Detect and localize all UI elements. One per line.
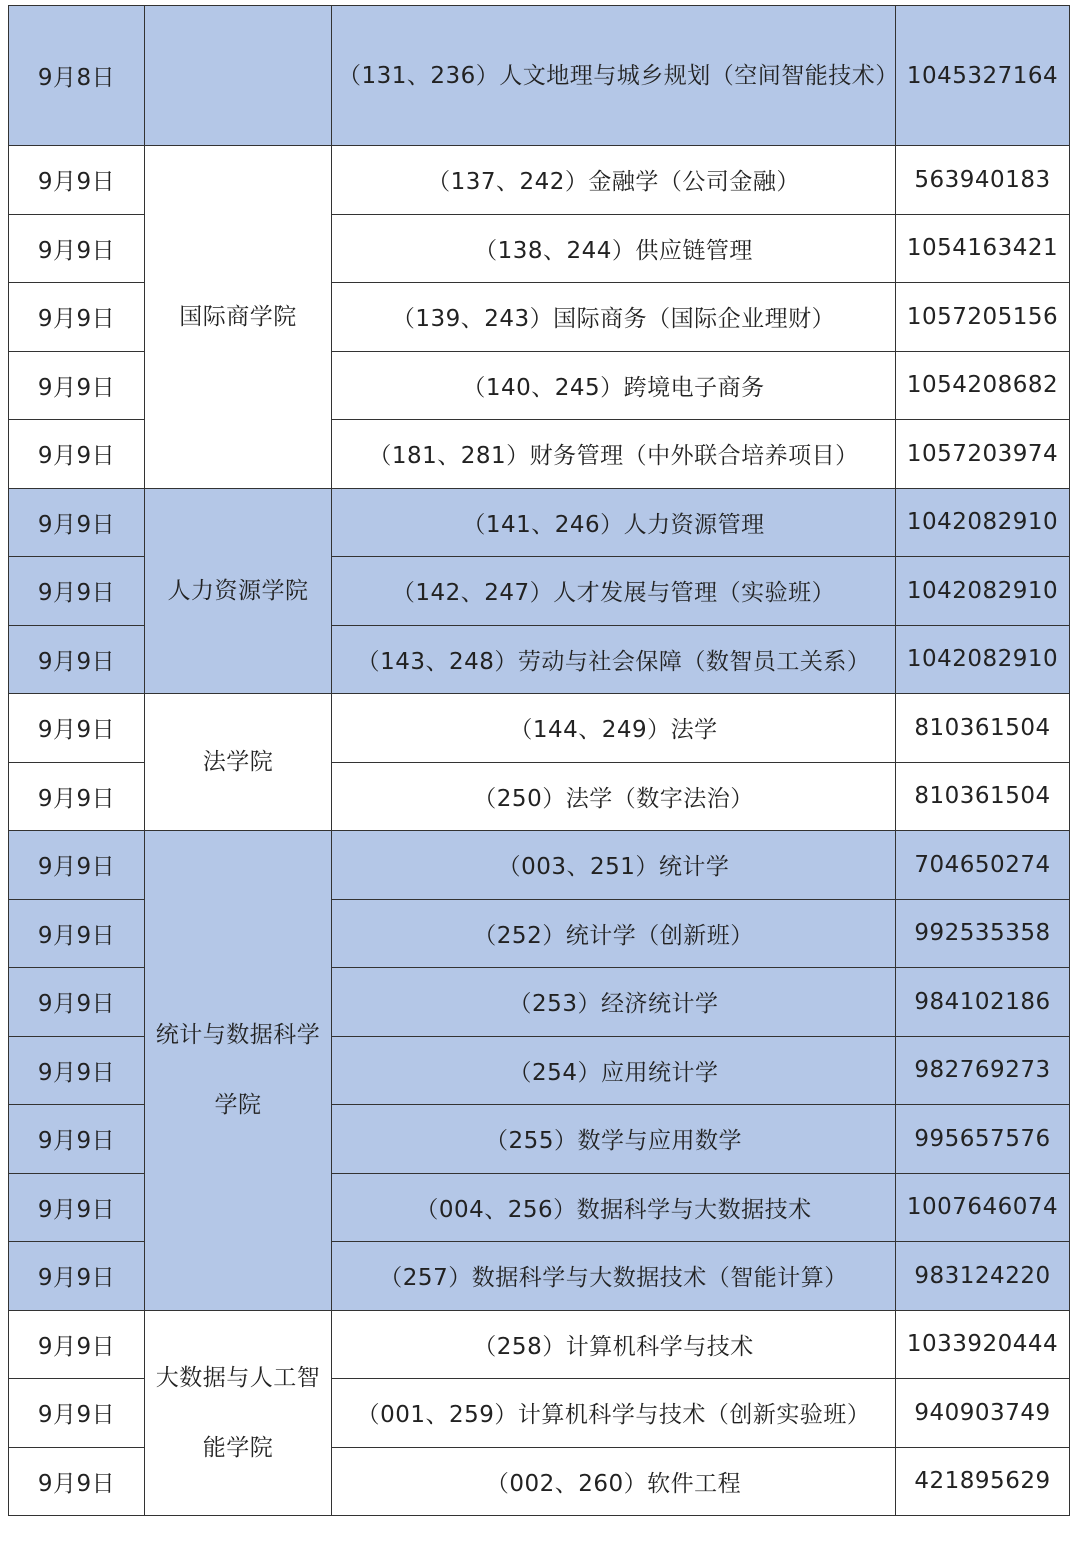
major-cell: （001、259）计算机科学与技术（创新实验班）	[332, 1379, 896, 1448]
qq-group-cell: 992535358	[896, 899, 1070, 968]
major-cell: （004、256）数据科学与大数据技术	[332, 1173, 896, 1242]
college-cell: 统计与数据科学学院	[145, 831, 332, 1311]
qq-group-cell: 1042082910	[896, 488, 1070, 557]
date-cell: 9月9日	[9, 1379, 145, 1448]
major-cell: （131、236）人文地理与城乡规划（空间智能技术）	[332, 6, 896, 146]
date-cell: 9月9日	[9, 1310, 145, 1379]
major-cell: （250）法学（数字法治）	[332, 762, 896, 831]
qq-group-cell: 983124220	[896, 1242, 1070, 1311]
qq-group-cell: 810361504	[896, 694, 1070, 763]
college-cell: 大数据与人工智能学院	[145, 1310, 332, 1516]
schedule-table	[8, 5, 1070, 1516]
qq-group-cell: 1057203974	[896, 420, 1070, 489]
college-cell: 国际商学院	[145, 146, 332, 489]
qq-group-cell: 1007646074	[896, 1173, 1070, 1242]
date-cell: 9月9日	[9, 625, 145, 694]
major-cell: （139、243）国际商务（国际企业理财）	[332, 283, 896, 352]
qq-group-cell: 810361504	[896, 762, 1070, 831]
qq-group-cell: 1054208682	[896, 351, 1070, 420]
qq-group-cell: 421895629	[896, 1447, 1070, 1516]
table-row	[9, 146, 1070, 215]
date-cell: 9月9日	[9, 420, 145, 489]
schedule-table-container	[8, 5, 1070, 1516]
date-cell: 9月9日	[9, 968, 145, 1037]
major-cell: （257）数据科学与大数据技术（智能计算）	[332, 1242, 896, 1311]
qq-group-cell: 1042082910	[896, 625, 1070, 694]
date-cell: 9月9日	[9, 488, 145, 557]
date-cell: 9月9日	[9, 557, 145, 626]
date-cell: 9月9日	[9, 831, 145, 900]
major-cell: （144、249）法学	[332, 694, 896, 763]
major-cell: （252）统计学（创新班）	[332, 899, 896, 968]
date-cell: 9月9日	[9, 1242, 145, 1311]
major-cell: （003、251）统计学	[332, 831, 896, 900]
major-cell: （140、245）跨境电子商务	[332, 351, 896, 420]
date-cell: 9月9日	[9, 1036, 145, 1105]
qq-group-cell: 1045327164	[896, 6, 1070, 146]
qq-group-cell: 1054163421	[896, 214, 1070, 283]
table-row	[9, 694, 1070, 763]
date-cell: 9月9日	[9, 1447, 145, 1516]
qq-group-cell: 940903749	[896, 1379, 1070, 1448]
date-cell: 9月9日	[9, 283, 145, 352]
major-cell: （141、246）人力资源管理	[332, 488, 896, 557]
college-cell: 人力资源学院	[145, 488, 332, 694]
major-cell: （255）数学与应用数学	[332, 1105, 896, 1174]
table-row	[9, 831, 1070, 900]
table-row	[9, 1310, 1070, 1379]
college-cell	[145, 6, 332, 146]
major-cell: （258）计算机科学与技术	[332, 1310, 896, 1379]
table-row	[9, 488, 1070, 557]
qq-group-cell: 563940183	[896, 146, 1070, 215]
qq-group-cell: 1033920444	[896, 1310, 1070, 1379]
major-cell: （254）应用统计学	[332, 1036, 896, 1105]
date-cell: 9月9日	[9, 351, 145, 420]
major-cell: （181、281）财务管理（中外联合培养项目）	[332, 420, 896, 489]
qq-group-cell: 995657576	[896, 1105, 1070, 1174]
date-cell: 9月8日	[9, 6, 145, 146]
date-cell: 9月9日	[9, 1173, 145, 1242]
qq-group-cell: 1057205156	[896, 283, 1070, 352]
qq-group-cell: 1042082910	[896, 557, 1070, 626]
major-cell: （253）经济统计学	[332, 968, 896, 1037]
major-cell: （142、247）人才发展与管理（实验班）	[332, 557, 896, 626]
date-cell: 9月9日	[9, 214, 145, 283]
table-row	[9, 6, 1070, 146]
date-cell: 9月9日	[9, 899, 145, 968]
date-cell: 9月9日	[9, 146, 145, 215]
qq-group-cell: 982769273	[896, 1036, 1070, 1105]
college-cell: 法学院	[145, 694, 332, 831]
qq-group-cell: 704650274	[896, 831, 1070, 900]
date-cell: 9月9日	[9, 694, 145, 763]
qq-group-cell: 984102186	[896, 968, 1070, 1037]
major-cell: （138、244）供应链管理	[332, 214, 896, 283]
date-cell: 9月9日	[9, 1105, 145, 1174]
major-cell: （002、260）软件工程	[332, 1447, 896, 1516]
major-cell: （143、248）劳动与社会保障（数智员工关系）	[332, 625, 896, 694]
major-cell: （137、242）金融学（公司金融）	[332, 146, 896, 215]
date-cell: 9月9日	[9, 762, 145, 831]
